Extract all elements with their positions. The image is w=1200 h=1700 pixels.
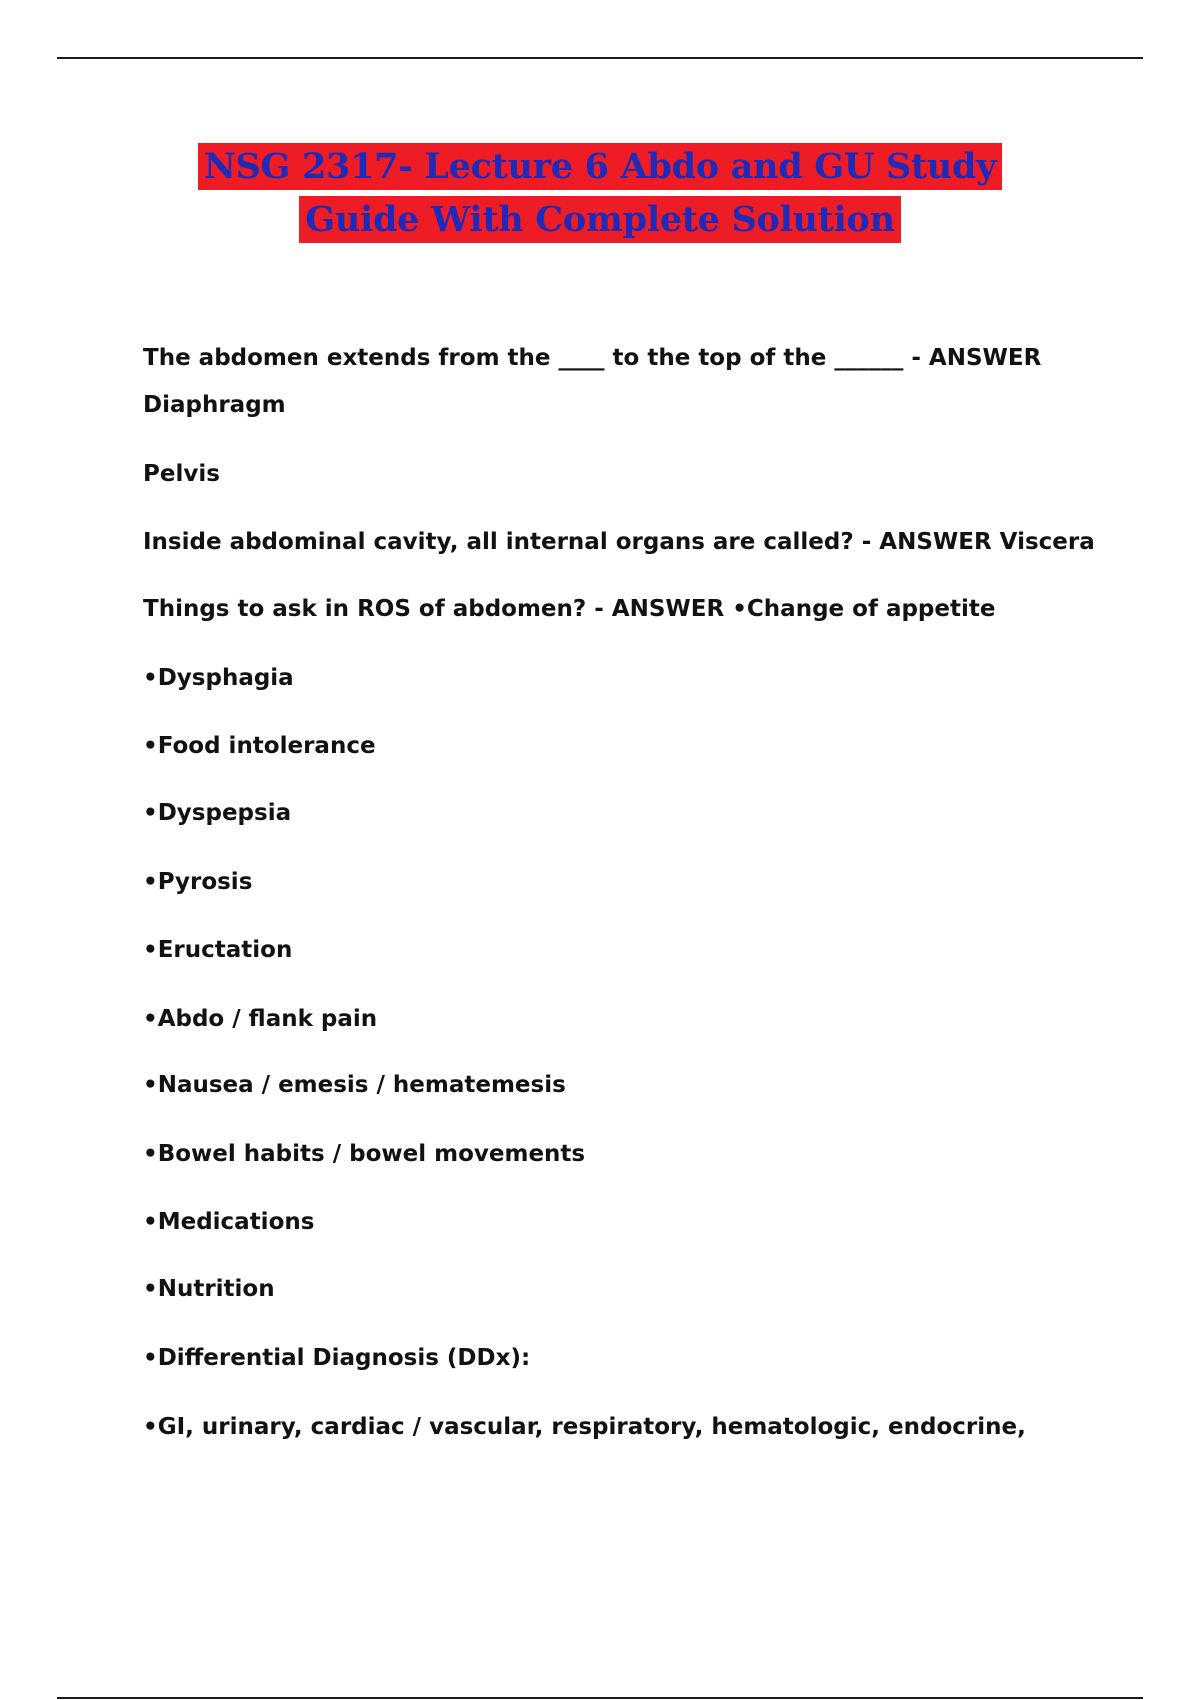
title-line-2: Guide With Complete Solution: [299, 196, 900, 243]
question-1-line-3: Pelvis: [143, 461, 220, 487]
list-item: •Bowel habits / bowel movements: [143, 1141, 586, 1167]
list-item: •Eructation: [143, 937, 293, 963]
top-rule: [57, 57, 1143, 59]
bottom-rule: [57, 1697, 1143, 1699]
list-item: •Dysphagia: [143, 665, 294, 691]
list-item: •Food intolerance: [143, 733, 376, 759]
list-item: •Differential Diagnosis (DDx):: [143, 1345, 531, 1371]
list-item: •Dyspepsia: [143, 800, 292, 826]
question-1-line-2: Diaphragm: [143, 392, 286, 418]
document-title: [0, 143, 1200, 243]
list-item: •Nausea / emesis / hematemesis: [143, 1072, 566, 1098]
list-item: •Medications: [143, 1209, 315, 1235]
question-3: Things to ask in ROS of abdomen? - ANSWER •Change of appetite: [143, 596, 996, 622]
title-line-1: NSG 2317- Lecture 6 Abdo and GU Study: [198, 143, 1002, 190]
list-item: •Nutrition: [143, 1276, 275, 1302]
question-1-line-1: The abdomen extends from the ____ to the top of the ______ - ANSWER: [143, 345, 1042, 371]
list-item: •GI, urinary, cardiac / vascular, respiratory, hematologic, endocrine,: [143, 1414, 1026, 1440]
question-2: Inside abdominal cavity, all internal organs are called? - ANSWER Viscera: [143, 529, 1095, 555]
list-item: •Abdo / flank pain: [143, 1006, 378, 1032]
list-item: •Pyrosis: [143, 869, 253, 895]
